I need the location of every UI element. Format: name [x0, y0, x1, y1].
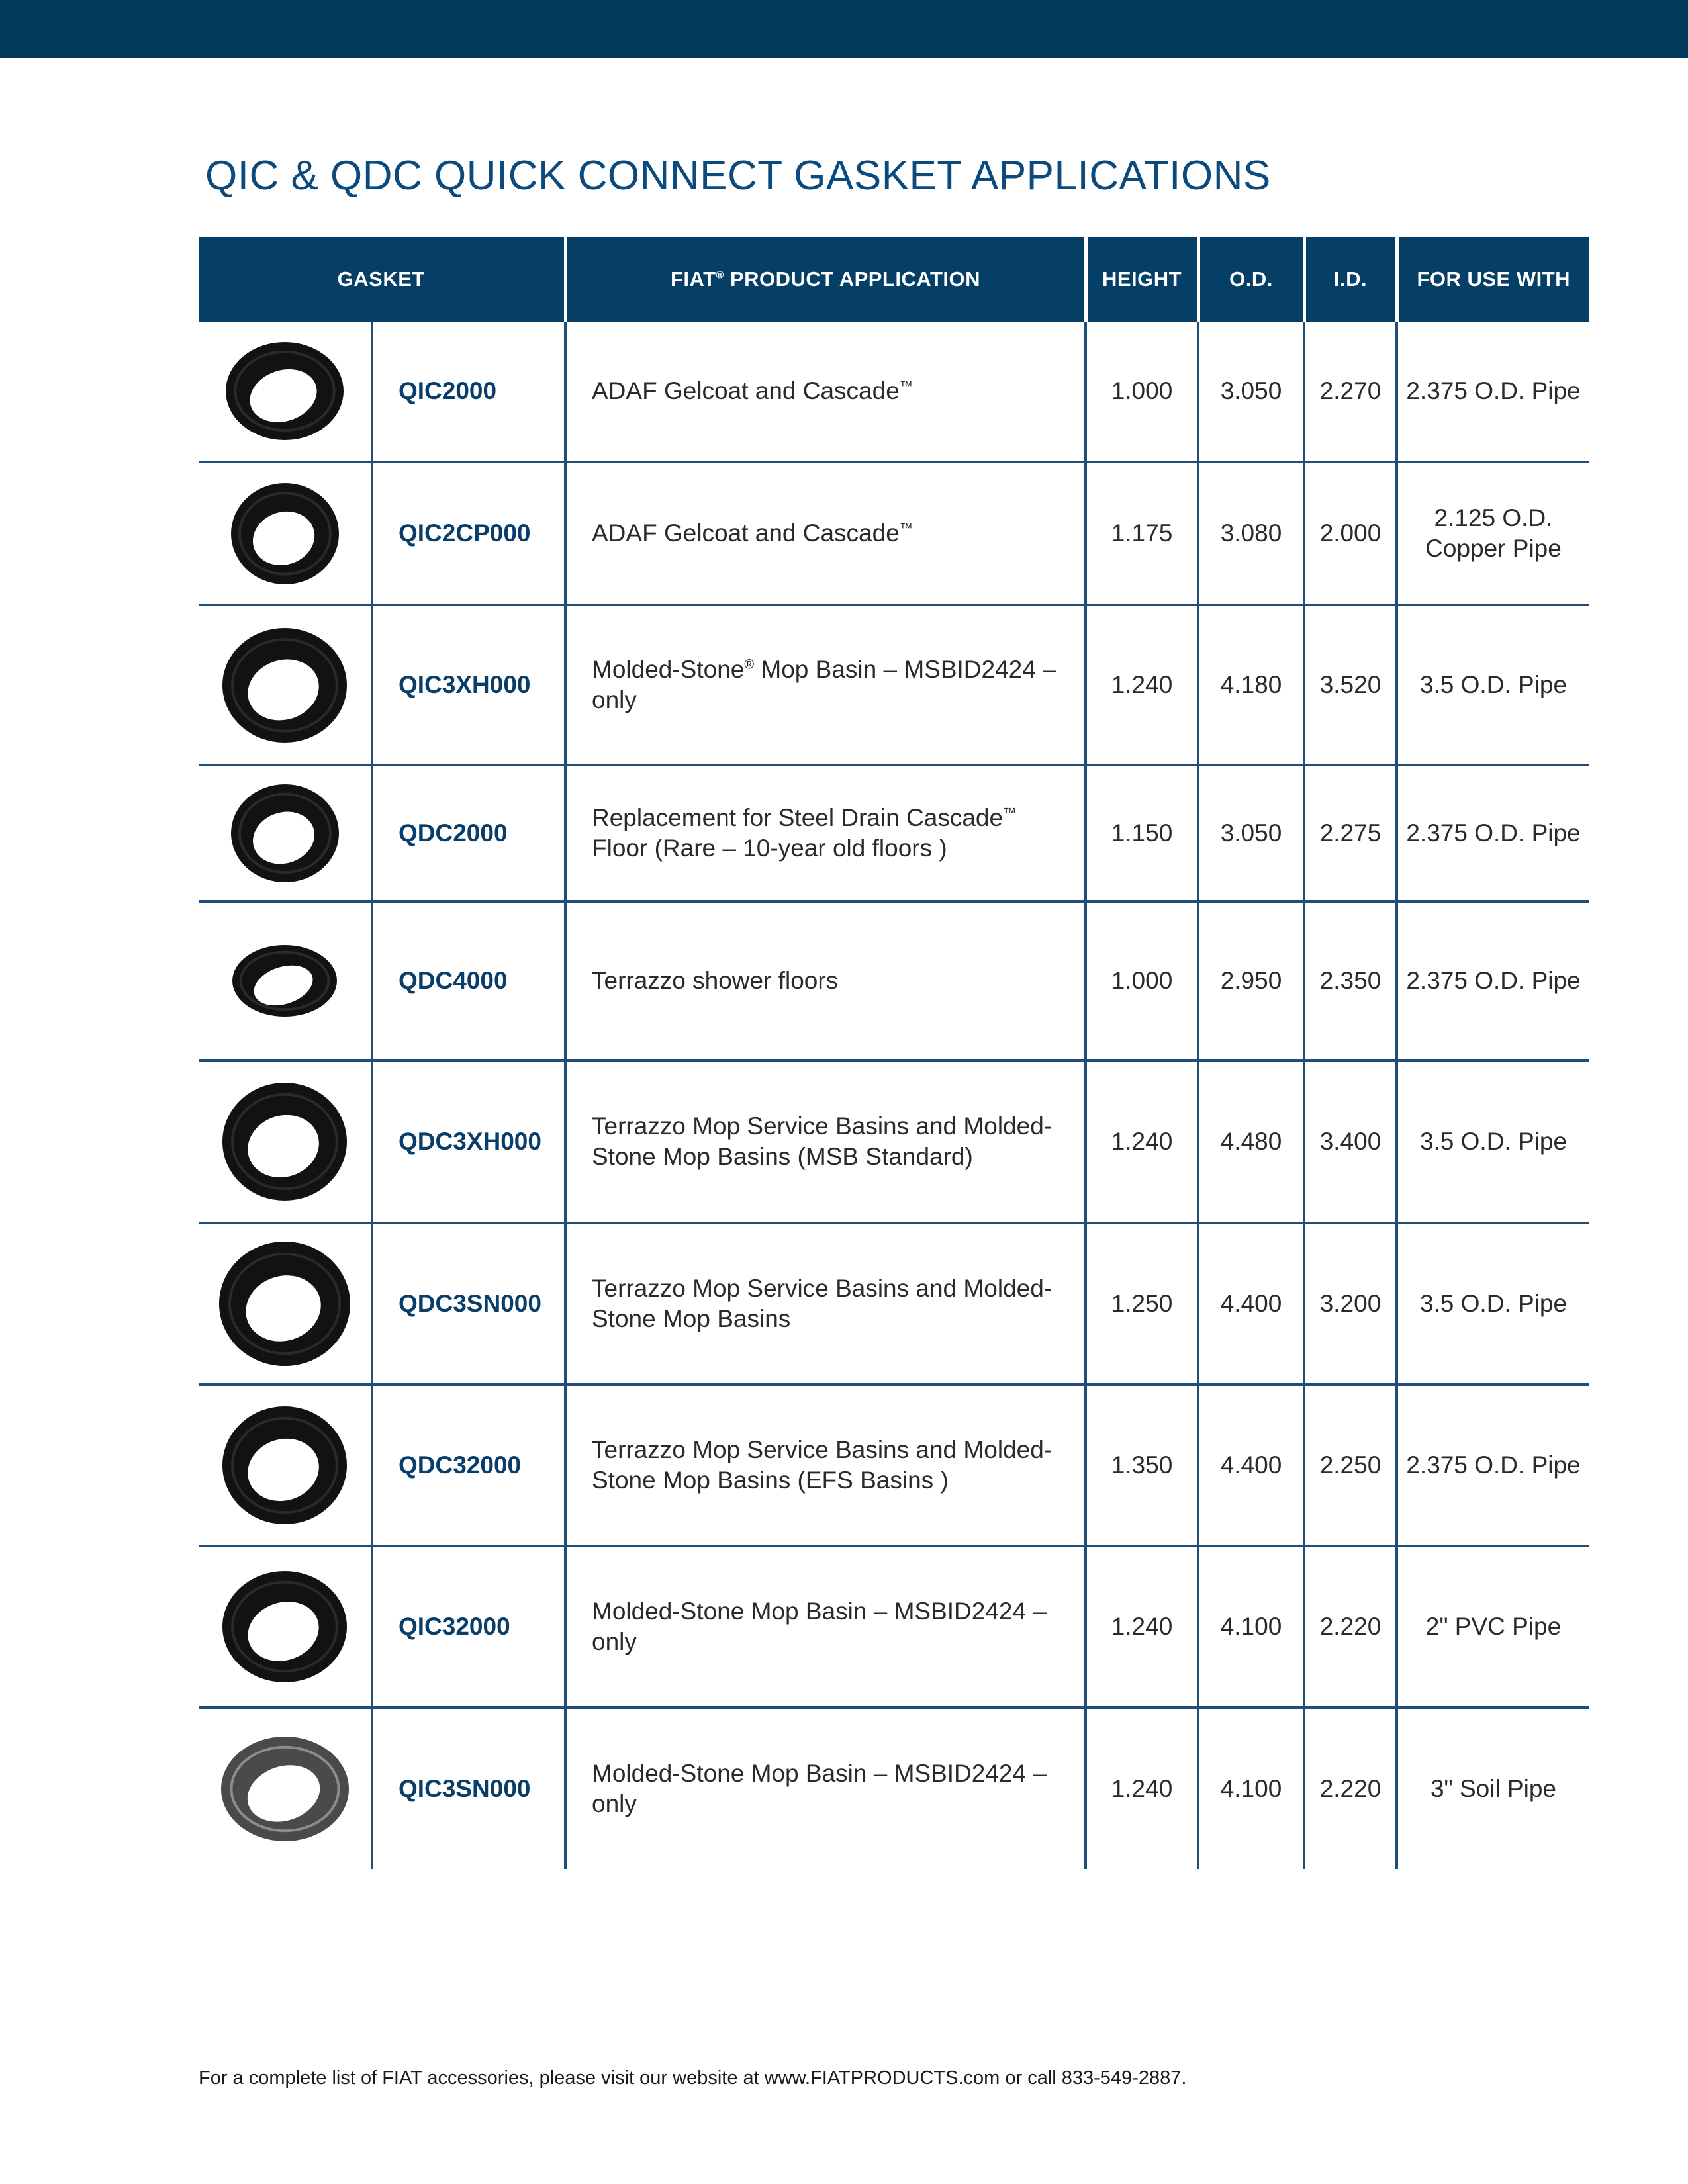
- gasket-code: QDC32000: [372, 1385, 565, 1546]
- table-row: [199, 605, 1589, 765]
- for-use-with: [1397, 1385, 1589, 1546]
- gasket-code: QDC3SN000: [372, 1223, 565, 1385]
- gasket-code: QIC2CP000: [372, 462, 565, 605]
- id-value: 2.250: [1304, 1385, 1397, 1546]
- gasket-image-cell: [199, 1385, 372, 1546]
- for-use-with: [1397, 1060, 1589, 1223]
- table-row: [199, 1060, 1589, 1223]
- product-application: [565, 1385, 1086, 1546]
- gasket-image-cell: [199, 462, 372, 605]
- table-row: [199, 322, 1589, 462]
- od-value: 2.950: [1198, 901, 1304, 1060]
- id-value: 2.220: [1304, 1546, 1397, 1707]
- for-use-with: [1397, 765, 1589, 901]
- trademark-mark: ®: [744, 657, 755, 672]
- gasket-code: QDC2000: [372, 765, 565, 901]
- gasket-code: QIC3SN000: [372, 1707, 565, 1869]
- for-use-with-line2: Copper Pipe: [1425, 535, 1562, 562]
- gasket-image-cell: [199, 1546, 372, 1707]
- od-value: 3.050: [1198, 322, 1304, 462]
- application-text: ADAF Gelcoat and Cascade: [592, 377, 900, 404]
- application-text: Molded-Stone Mop Basin – MSBID2424 – only: [592, 1760, 1047, 1817]
- application-text-rest: Floor (Rare – 10-year old floors ): [592, 835, 947, 862]
- gasket-image-cell: [199, 901, 372, 1060]
- for-use-with-line1: 3.5 O.D. Pipe: [1419, 1128, 1568, 1155]
- black-gasket-icon: [227, 780, 343, 886]
- footer-note: For a complete list of FIAT accessories, please visit our website at www.FIATPRODUCTS.com or call 833-549-2887.: [199, 2068, 1187, 2089]
- for-use-with-line1: 2.375 O.D. Pipe: [1406, 967, 1581, 994]
- for-use-with-line1: 2.375 O.D. Pipe: [1406, 1451, 1581, 1479]
- id-value: 2.270: [1304, 322, 1397, 462]
- for-use-with-line1: 2" PVC Pipe: [1425, 1613, 1562, 1640]
- for-use-with-line1: 3" Soil Pipe: [1430, 1775, 1557, 1802]
- black-gasket-icon: [228, 941, 341, 1021]
- gasket-code: QDC3XH000: [372, 1060, 565, 1223]
- black-gasket-icon: [215, 1238, 354, 1370]
- black-gasket-icon: [218, 1567, 351, 1686]
- for-use-with: [1397, 322, 1589, 462]
- table-row: [199, 462, 1589, 605]
- gasket-image-cell: [199, 322, 372, 462]
- id-value: 2.275: [1304, 765, 1397, 901]
- gasket-image-cell: [199, 605, 372, 765]
- application-text: ADAF Gelcoat and Cascade: [592, 520, 900, 547]
- product-application: [565, 1060, 1086, 1223]
- black-gasket-icon: [227, 479, 343, 588]
- for-use-with-line1: 3.5 O.D. Pipe: [1419, 671, 1568, 698]
- id-value: 3.200: [1304, 1223, 1397, 1385]
- product-application: [565, 1223, 1086, 1385]
- height-value: 1.000: [1086, 901, 1198, 1060]
- od-value: 3.050: [1198, 765, 1304, 901]
- height-value: 1.150: [1086, 765, 1198, 901]
- product-application: [565, 605, 1086, 765]
- trademark-mark: ™: [899, 379, 913, 394]
- gasket-image-cell: [199, 1060, 372, 1223]
- od-value: 4.100: [1198, 1546, 1304, 1707]
- gasket-table: [199, 237, 1589, 1869]
- header-height: HEIGHT: [1086, 237, 1198, 322]
- height-value: 1.240: [1086, 1707, 1198, 1869]
- table-row: [199, 901, 1589, 1060]
- product-application: [565, 322, 1086, 462]
- gasket-image-cell: [199, 765, 372, 901]
- application-text: Molded-Stone: [592, 656, 745, 683]
- gasket-code: QIC3XH000: [372, 605, 565, 765]
- application-text: Molded-Stone Mop Basin – MSBID2424 – only: [592, 1598, 1047, 1655]
- black-gasket-icon: [218, 624, 351, 747]
- application-text-rest: Mop Basin – MSBID2424 – only: [592, 656, 1056, 713]
- id-value: 3.520: [1304, 605, 1397, 765]
- top-header-band: [0, 0, 1688, 58]
- header-application-rest: PRODUCT APPLICATION: [724, 267, 981, 291]
- product-application: [565, 1546, 1086, 1707]
- od-value: 3.080: [1198, 462, 1304, 605]
- for-use-with-line1: 2.375 O.D. Pipe: [1406, 819, 1581, 846]
- for-use-with: [1397, 605, 1589, 765]
- header-gasket: GASKET: [199, 237, 565, 322]
- header-id: I.D.: [1304, 237, 1397, 322]
- trademark-mark: ™: [1003, 805, 1017, 821]
- id-value: 2.220: [1304, 1707, 1397, 1869]
- table-row: [199, 1546, 1589, 1707]
- registered-mark: ®: [716, 269, 724, 281]
- for-use-with-line1: 2.375 O.D. Pipe: [1406, 377, 1581, 404]
- application-text: Replacement for Steel Drain Cascade: [592, 804, 1004, 831]
- header-od: O.D.: [1198, 237, 1304, 322]
- black-gasket-icon: [222, 338, 348, 444]
- height-value: 1.240: [1086, 1060, 1198, 1223]
- height-value: 1.250: [1086, 1223, 1198, 1385]
- product-application: [565, 765, 1086, 901]
- for-use-with: [1397, 462, 1589, 605]
- id-value: 3.400: [1304, 1060, 1397, 1223]
- gray-gasket-icon: [217, 1733, 353, 1845]
- application-text: Terrazzo Mop Service Basins and Molded-Stone Mop Basins: [592, 1275, 1053, 1332]
- id-value: 2.000: [1304, 462, 1397, 605]
- product-application: [565, 1707, 1086, 1869]
- product-application: [565, 901, 1086, 1060]
- table-header-row: [199, 237, 1589, 322]
- header-application-brand: FIAT: [670, 267, 716, 291]
- table-row: [199, 1223, 1589, 1385]
- black-gasket-icon: [218, 1079, 351, 1205]
- trademark-mark: ™: [899, 521, 913, 536]
- od-value: 4.400: [1198, 1385, 1304, 1546]
- height-value: 1.175: [1086, 462, 1198, 605]
- black-gasket-icon: [218, 1402, 351, 1528]
- id-value: 2.350: [1304, 901, 1397, 1060]
- gasket-code: QIC2000: [372, 322, 565, 462]
- od-value: 4.180: [1198, 605, 1304, 765]
- application-text: Terrazzo shower floors: [592, 967, 839, 994]
- od-value: 4.100: [1198, 1707, 1304, 1869]
- for-use-with-line1: 2.125 O.D.: [1434, 504, 1553, 531]
- gasket-code: QDC4000: [372, 901, 565, 1060]
- application-text: Terrazzo Mop Service Basins and Molded-Stone Mop Basins (EFS Basins ): [592, 1436, 1053, 1494]
- gasket-code: QIC32000: [372, 1546, 565, 1707]
- header-for-use-with: FOR USE WITH: [1397, 237, 1589, 322]
- header-application: [565, 237, 1086, 322]
- page-title: QIC & QDC QUICK CONNECT GASKET APPLICATIONS: [205, 152, 1271, 199]
- height-value: 1.000: [1086, 322, 1198, 462]
- for-use-with: [1397, 901, 1589, 1060]
- application-text: Terrazzo Mop Service Basins and Molded-Stone Mop Basins (MSB Standard): [592, 1113, 1053, 1170]
- height-value: 1.350: [1086, 1385, 1198, 1546]
- for-use-with-line1: 3.5 O.D. Pipe: [1419, 1290, 1568, 1317]
- od-value: 4.400: [1198, 1223, 1304, 1385]
- for-use-with: [1397, 1546, 1589, 1707]
- table-row: [199, 1707, 1589, 1869]
- product-application: [565, 462, 1086, 605]
- for-use-with: [1397, 1707, 1589, 1869]
- gasket-image-cell: [199, 1707, 372, 1869]
- for-use-with: [1397, 1223, 1589, 1385]
- od-value: 4.480: [1198, 1060, 1304, 1223]
- table-row: [199, 765, 1589, 901]
- gasket-image-cell: [199, 1223, 372, 1385]
- height-value: 1.240: [1086, 605, 1198, 765]
- table-row: [199, 1385, 1589, 1546]
- height-value: 1.240: [1086, 1546, 1198, 1707]
